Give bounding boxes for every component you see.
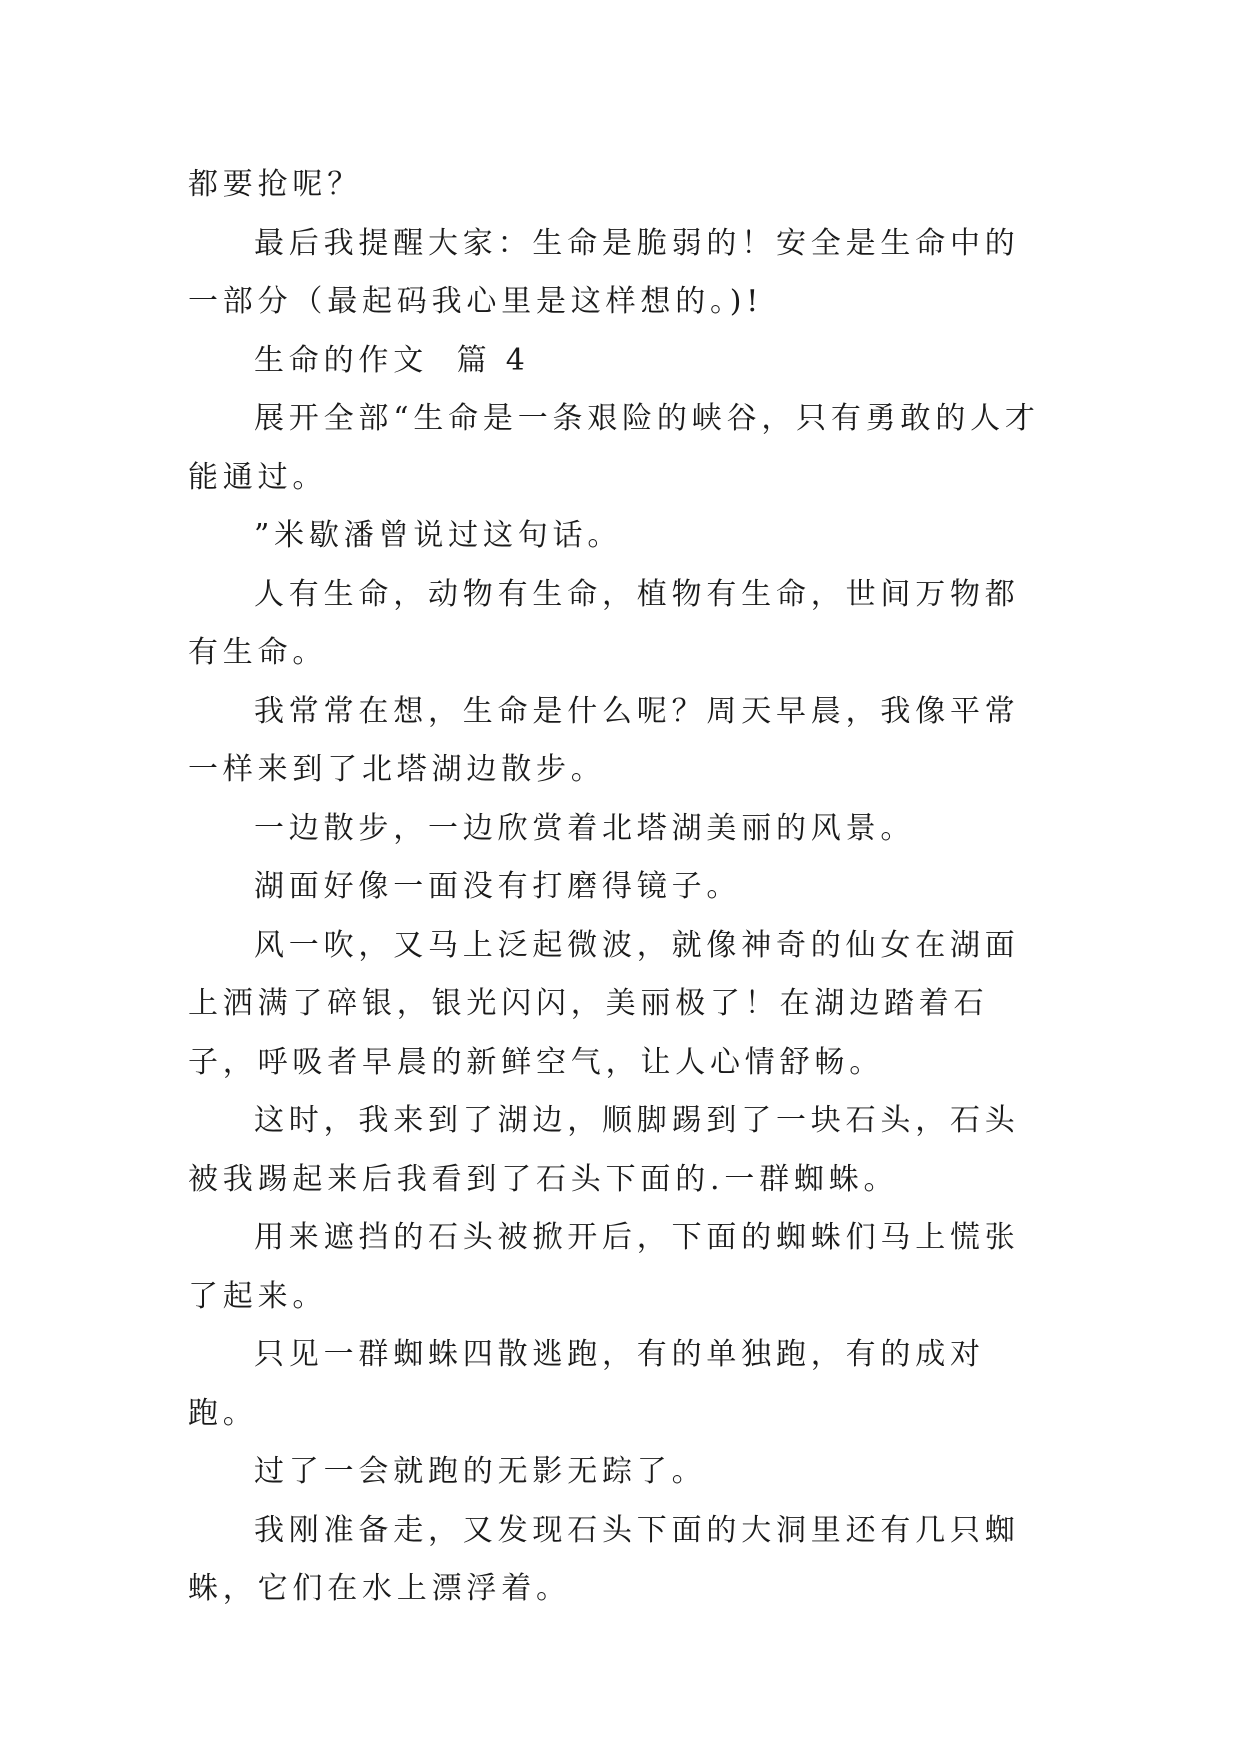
paragraph: 我常常在想，生命是什么呢？周天早晨，我像平常一样来到了北塔湖边散步。 — [188, 693, 1020, 787]
document-body — [188, 156, 1054, 1619]
paragraph: 风一吹，又马上泛起微波，就像神奇的仙女在湖面上洒满了碎银，银光闪闪，美丽极了！在湖边踏着石子，呼吸者早晨的新鲜空气，让人心情舒畅。 — [188, 927, 1020, 1080]
paragraph: 人有生命，动物有生命，植物有生命，世间万物都有生命。 — [188, 576, 1020, 670]
paragraph: 一边散步，一边欣赏着北塔湖美丽的风景。 — [254, 810, 916, 846]
paragraph: 这时，我来到了湖边，顺脚踢到了一块石头，石头被我踢起来后我看到了石头下面的.一群蜘蛛。 — [188, 1103, 1020, 1197]
paragraph: 用来遮挡的石头被掀开后，下面的蜘蛛们马上慌张了起来。 — [188, 1220, 1020, 1314]
paragraph: 只见一群蜘蛛四散逃跑，有的单独跑，有的成对跑。 — [188, 1337, 985, 1431]
section-heading: 生命的作文 篇 4 — [254, 342, 530, 378]
paragraph: ”米歇潘曾说过这句话。 — [254, 518, 623, 553]
paragraph: 展开全部“生命是一条艰险的峡谷，只有勇敢的人才能通过。 — [188, 401, 1040, 495]
paragraph: 最后我提醒大家：生命是脆弱的！安全是生命中的一部分（最起码我心里是这样想的。)! — [188, 225, 1020, 319]
paragraph: 过了一会就跑的无影无踪了。 — [254, 1454, 707, 1489]
paragraph: 我刚准备走，又发现石头下面的大洞里还有几只蜘蛛，它们在水上漂浮着。 — [188, 1512, 1020, 1606]
paragraph: 湖面好像一面没有打磨得镜子。 — [254, 869, 742, 904]
paragraph: 都要抢呢？ — [188, 167, 362, 202]
